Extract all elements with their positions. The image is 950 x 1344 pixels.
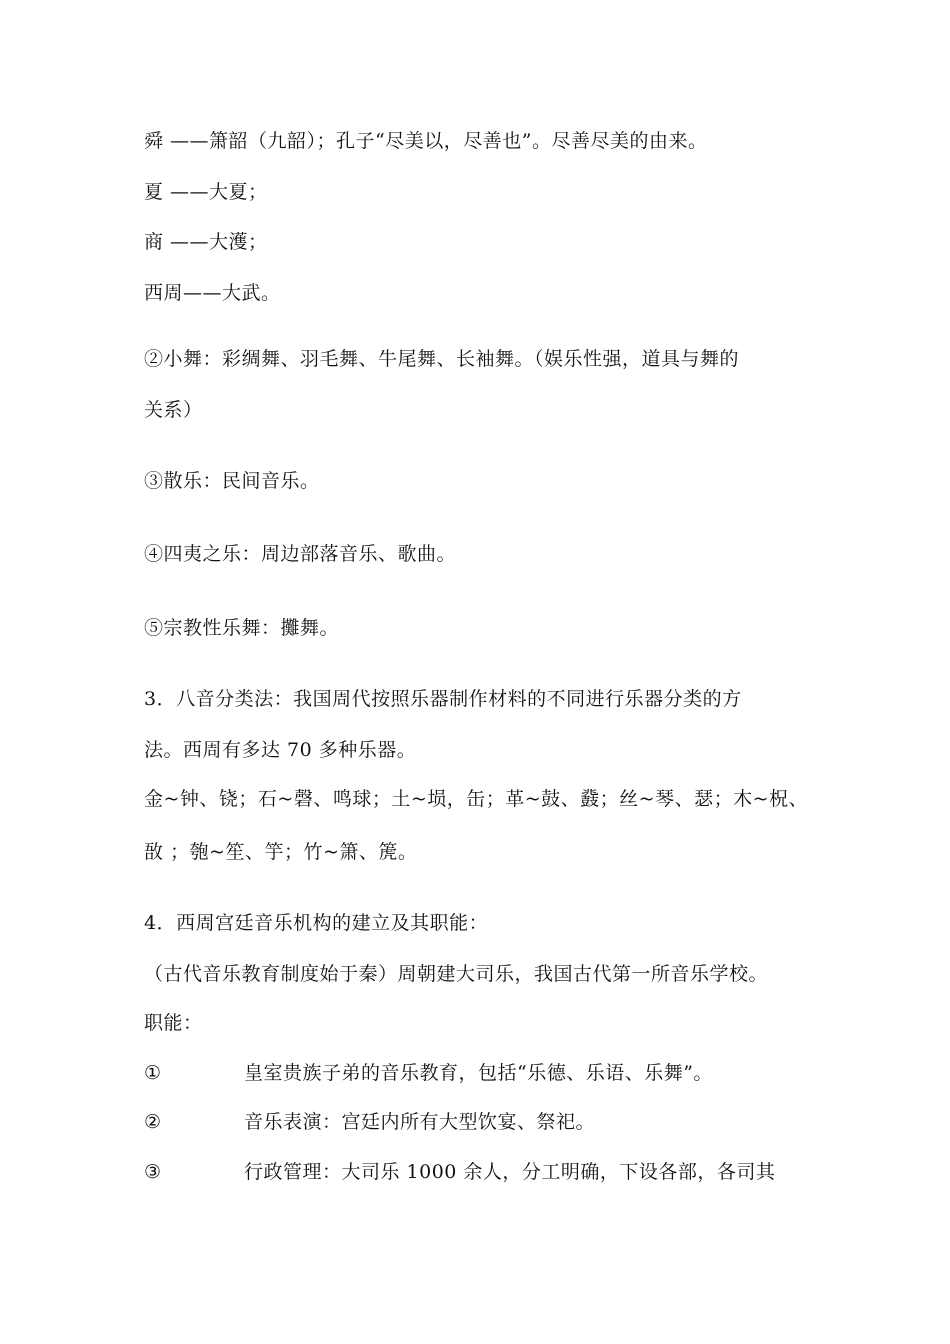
list-marker: ①	[144, 1062, 162, 1084]
list-item-text: 音乐表演：宫廷内所有大型饮宴、祭祀。	[244, 1111, 596, 1133]
text-line-xizhou: 西周——大武。	[144, 282, 281, 304]
text-line-zongjiao: ⑤宗教性乐舞：攤舞。	[144, 617, 340, 639]
text-line-shang: 商 ——大濩；	[144, 231, 268, 253]
text-line-instruments-cont: 敔 ；匏~笙、竽；竹~箫、箎。	[144, 841, 418, 863]
text-line-zhineng: 职能：	[144, 1012, 203, 1034]
text-line-xiaowu-cont: 关系）	[144, 399, 203, 421]
text-line-shun: 舜 ——箫韶（九韶）；孔子“尽美以，尽善也”。尽善尽美的由来。	[144, 130, 708, 152]
list-marker: ②	[144, 1111, 162, 1133]
text-line-siyi: ④四夷之乐：周边部落音乐、歌曲。	[144, 543, 457, 565]
text-line-instruments: 金~钟、铙；石~磬、鸣球；土~埙，缶；革~鼓、鼗；丝~琴、瑟；木~柷、	[144, 788, 809, 810]
text-line-sanyue: ③散乐：民间音乐。	[144, 470, 320, 492]
text-line-dasiyue: （古代音乐教育制度始于秦）周朝建大司乐，我国古代第一所音乐学校。	[144, 963, 769, 985]
text-line-bayin: 3．八音分类法：我国周代按照乐器制作材料的不同进行乐器分类的方	[144, 688, 742, 710]
list-marker: ③	[144, 1161, 162, 1183]
section-heading-dasiyue: 4．西周宫廷音乐机构的建立及其职能：	[144, 912, 489, 934]
text-line-xiaowu: ②小舞：彩绸舞、羽毛舞、牛尾舞、长袖舞。（娱乐性强，道具与舞的	[144, 348, 740, 370]
list-item-text: 行政管理：大司乐 1000 余人，分工明确，下设各部，各司其	[244, 1161, 776, 1183]
list-item-text: 皇室贵族子弟的音乐教育，包括“乐德、乐语、乐舞”。	[244, 1062, 713, 1084]
text-line-xia: 夏 ——大夏；	[144, 181, 268, 203]
text-line-bayin-cont: 法。西周有多达 70 多种乐器。	[144, 739, 417, 761]
